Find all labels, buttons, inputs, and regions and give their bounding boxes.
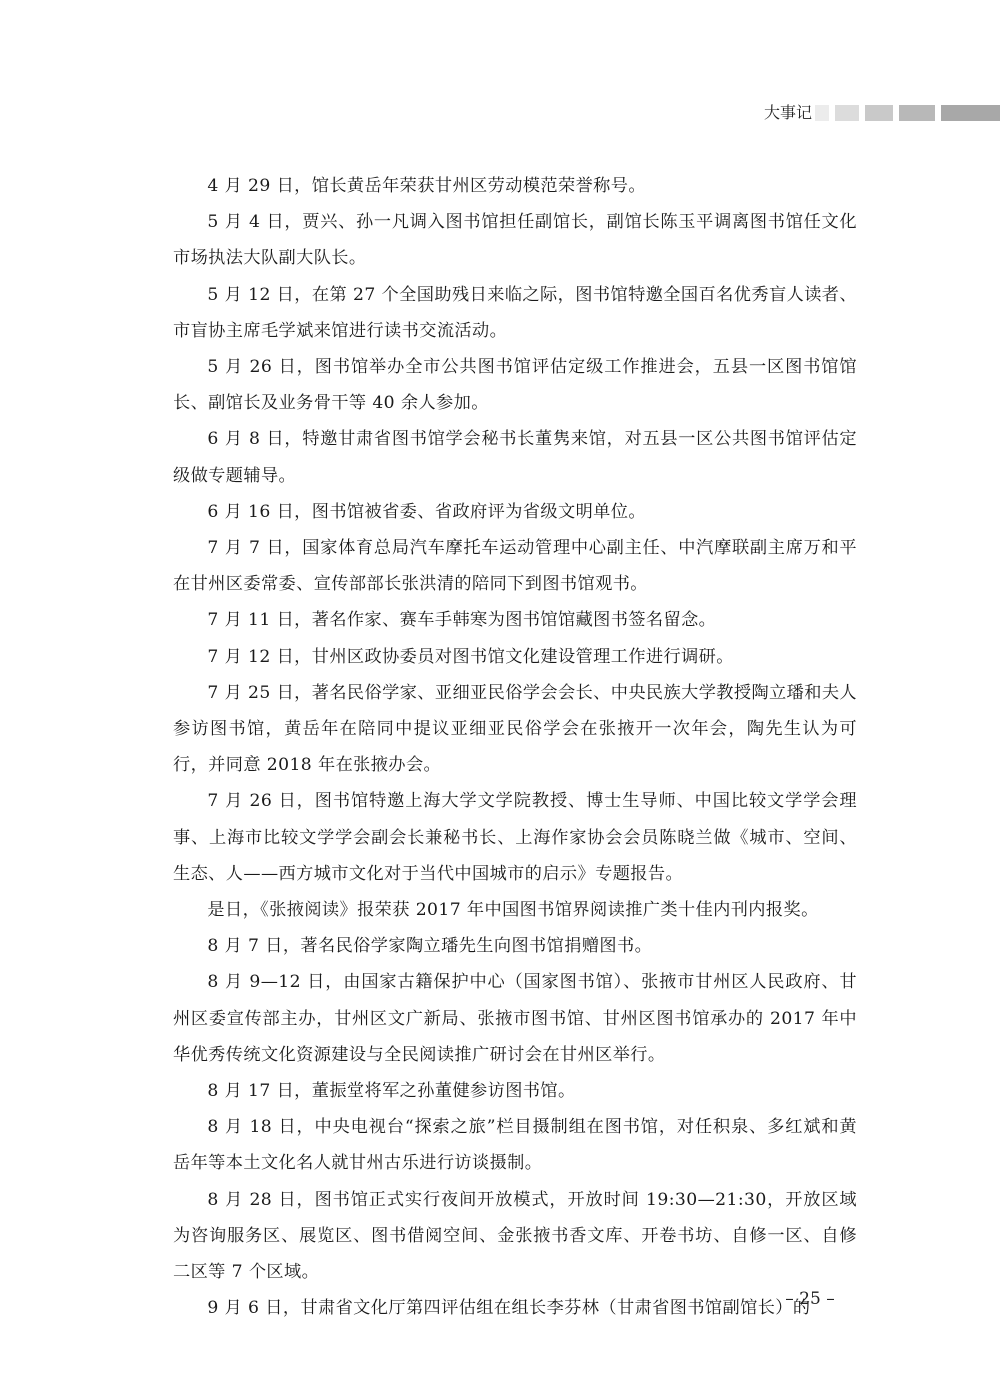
event-paragraph: 7 月 25 日，著名民俗学家、亚细亚民俗学会会长、中央民族大学教授陶立璠和夫人参访图书馆，黄岳年在陪同中提议亚细亚民俗学会在张掖开一次年会，陶先生认为可行，并同意 2018 年在张掖办会。	[173, 682, 857, 776]
running-header	[0, 103, 1000, 123]
header-decor-bar	[865, 105, 893, 121]
event-paragraph: 4 月 29 日，馆长黄岳年荣获甘州区劳动模范荣誉称号。	[207, 176, 646, 196]
header-decor-bar	[815, 105, 829, 121]
page-number: – 25 –	[785, 1289, 835, 1309]
header-title: 大事记	[764, 103, 813, 122]
header-decor-bar	[835, 105, 859, 121]
event-paragraph: 6 月 16 日，图书馆被省委、省政府评为省级文明单位。	[207, 501, 646, 522]
page-body	[173, 168, 857, 1327]
event-paragraph: 7 月 7 日，国家体育总局汽车摩托车运动管理中心副主任、中汽摩联副主席万和平在甘州区委常委、宣传部部长张洪清的陪同下到图书馆观书。	[173, 538, 857, 595]
event-paragraph: 6 月 8 日，特邀甘肃省图书馆学会秘书长董隽来馆，对五县一区公共图书馆评估定级做专题辅导。	[173, 429, 857, 486]
event-paragraph: 5 月 4 日，贾兴、孙一凡调入图书馆担任副馆长，副馆长陈玉平调离图书馆任文化市场执法大队副大队长。	[173, 212, 857, 269]
event-paragraph: 8 月 18 日，中央电视台“探索之旅”栏目摄制组在图书馆，对任积泉、多红斌和黄岳年等本土文化名人就甘州古乐进行访谈摄制。	[173, 1117, 857, 1174]
event-paragraph: 8 月 28 日，图书馆正式实行夜间开放模式，开放时间 19:30—21:30，开放区域为咨询服务区、展览区、图书借阅空间、金张掖书香文库、开卷书坊、自修一区、自修二区等 7 个区域。	[173, 1189, 857, 1283]
event-paragraph: 8 月 7 日，著名民俗学家陶立璠先生向图书馆捐赠图书。	[207, 936, 653, 957]
header-decor-bar	[899, 105, 935, 121]
event-paragraph: 9 月 6 日，甘肃省文化厅第四评估组在组长李芬林（甘肃省图书馆副馆长）的	[207, 1298, 811, 1319]
event-paragraph: 8 月 17 日，董振堂将军之孙董健参访图书馆。	[207, 1081, 576, 1102]
event-paragraph: 7 月 12 日，甘州区政协委员对图书馆文化建设管理工作进行调研。	[207, 646, 734, 667]
header-decor-bar	[941, 105, 1000, 121]
event-paragraph: 5 月 26 日，图书馆举办全市公共图书馆评估定级工作推进会，五县一区图书馆馆长、副馆长及业务骨干等 40 余人参加。	[173, 357, 857, 414]
event-paragraph: 是日，《张掖阅读》报荣获 2017 年中国图书馆界阅读推广类十佳内刊内报奖。	[207, 900, 819, 921]
event-paragraph: 7 月 11 日，著名作家、赛车手韩寒为图书馆馆藏图书签名留念。	[207, 610, 717, 631]
event-paragraph: 5 月 12 日，在第 27 个全国助残日来临之际，图书馆特邀全国百名优秀盲人读者、市盲协主席毛学斌来馆进行读书交流活动。	[173, 284, 857, 341]
event-paragraph: 7 月 26 日，图书馆特邀上海大学文学院教授、博士生导师、中国比较文学学会理事、上海市比较文学学会副会长兼秘书长、上海作家协会会员陈晓兰做《城市、空间、生态、人——西方城市文化对于当代中国城市的启示》专题报告。	[173, 791, 857, 884]
event-paragraph: 8 月 9—12 日，由国家古籍保护中心（国家图书馆）、张掖市甘州区人民政府、甘州区委宣传部主办，甘州区文广新局、张掖市图书馆、甘州区图书馆承办的 2017 年中华优秀传统文化资源建设与全民阅读推广研讨会在甘州区举行。	[173, 972, 857, 1065]
